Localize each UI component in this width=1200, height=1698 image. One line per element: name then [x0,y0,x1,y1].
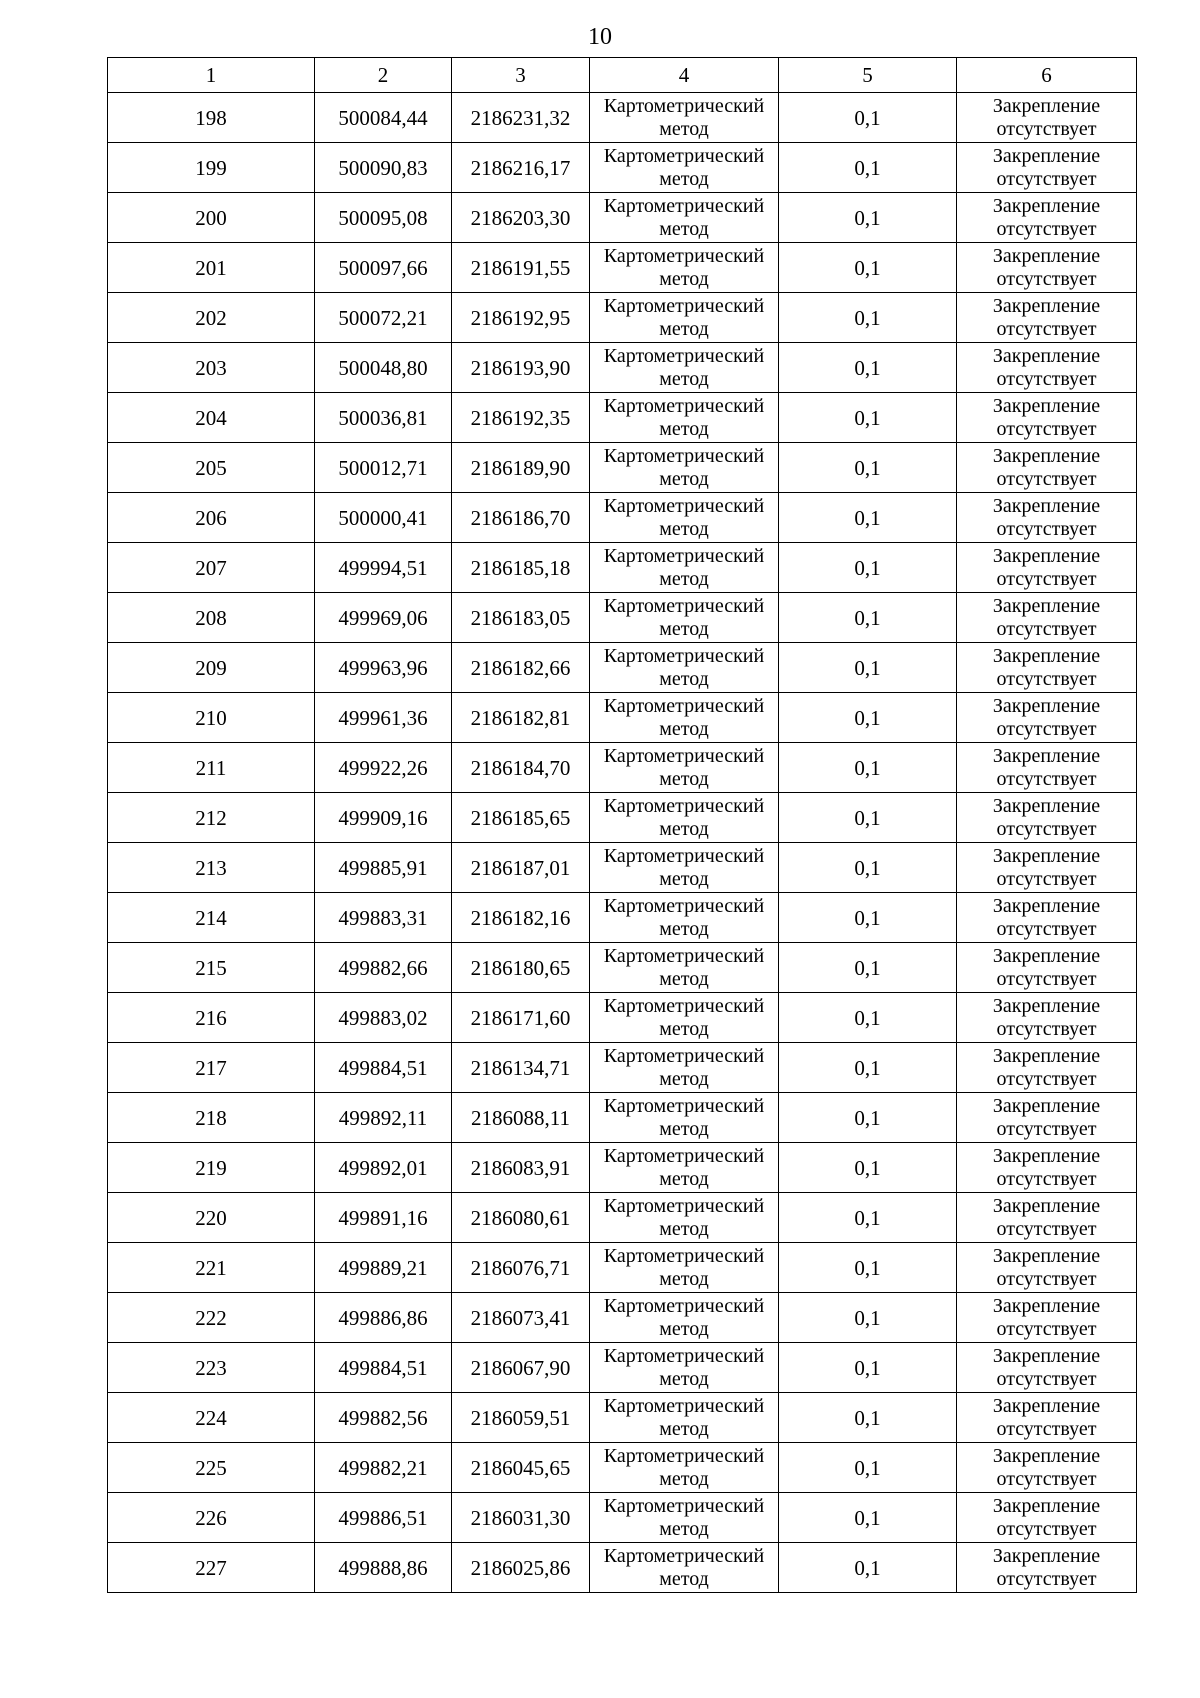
table-row [108,1293,1137,1343]
cell-coord-y: 2186183,05 [452,593,590,643]
cell-accuracy: 0,1 [779,243,957,293]
cell-coord-y: 2186216,17 [452,143,590,193]
cell-accuracy: 0,1 [779,1193,957,1243]
cell-coord-x: 500048,80 [315,343,452,393]
cell-marking: Закрепление отсутствует [957,1493,1137,1543]
cell-accuracy: 0,1 [779,1143,957,1193]
cell-marking: Закрепление отсутствует [957,1093,1137,1143]
table-row [108,743,1137,793]
cell-point-number: 201 [108,243,315,293]
cell-method: Картометрический метод [590,1143,779,1193]
cell-method: Картометрический метод [590,143,779,193]
cell-accuracy: 0,1 [779,743,957,793]
cell-coord-y: 2186031,30 [452,1493,590,1543]
column-header-1: 1 [108,58,315,93]
cell-point-number: 213 [108,843,315,893]
cell-coord-x: 499886,51 [315,1493,452,1543]
coordinates-table [107,57,1137,1593]
cell-method: Картометрический метод [590,893,779,943]
cell-coord-x: 499922,26 [315,743,452,793]
cell-marking: Закрепление отсутствует [957,93,1137,143]
table-row [108,1543,1137,1593]
cell-coord-x: 499882,66 [315,943,452,993]
cell-coord-y: 2186083,91 [452,1143,590,1193]
cell-point-number: 217 [108,1043,315,1093]
cell-point-number: 199 [108,143,315,193]
cell-accuracy: 0,1 [779,193,957,243]
cell-marking: Закрепление отсутствует [957,1393,1137,1443]
cell-accuracy: 0,1 [779,1493,957,1543]
cell-marking: Закрепление отсутствует [957,1193,1137,1243]
column-header-5: 5 [779,58,957,93]
cell-coord-x: 499892,11 [315,1093,452,1143]
cell-accuracy: 0,1 [779,893,957,943]
table-row [108,243,1137,293]
cell-coord-x: 499883,02 [315,993,452,1043]
cell-coord-y: 2186191,55 [452,243,590,293]
cell-coord-x: 499885,91 [315,843,452,893]
cell-coord-x: 499882,21 [315,1443,452,1493]
cell-method: Картометрический метод [590,493,779,543]
table-row [108,843,1137,893]
cell-accuracy: 0,1 [779,1443,957,1493]
cell-coord-x: 499969,06 [315,593,452,643]
column-header-3: 3 [452,58,590,93]
cell-point-number: 221 [108,1243,315,1293]
cell-point-number: 202 [108,293,315,343]
cell-point-number: 225 [108,1443,315,1493]
cell-marking: Закрепление отсутствует [957,593,1137,643]
column-header-4: 4 [590,58,779,93]
cell-coord-y: 2186045,65 [452,1443,590,1493]
table-row [108,1243,1137,1293]
cell-accuracy: 0,1 [779,1043,957,1093]
cell-coord-x: 500072,21 [315,293,452,343]
cell-accuracy: 0,1 [779,93,957,143]
table-row [108,893,1137,943]
cell-method: Картометрический метод [590,993,779,1043]
cell-coord-y: 2186182,81 [452,693,590,743]
cell-coord-y: 2186025,86 [452,1543,590,1593]
table-row [108,393,1137,443]
cell-marking: Закрепление отсутствует [957,843,1137,893]
cell-point-number: 208 [108,593,315,643]
column-header-6: 6 [957,58,1137,93]
cell-method: Картометрический метод [590,1343,779,1393]
table-row [108,593,1137,643]
cell-coord-y: 2186067,90 [452,1343,590,1393]
cell-method: Картометрический метод [590,243,779,293]
cell-coord-y: 2186076,71 [452,1243,590,1293]
table-row [108,143,1137,193]
cell-method: Картометрический метод [590,1243,779,1293]
cell-coord-y: 2186189,90 [452,443,590,493]
cell-coord-x: 499892,01 [315,1143,452,1193]
table-row [108,1393,1137,1443]
table-row [108,793,1137,843]
cell-method: Картометрический метод [590,643,779,693]
cell-marking: Закрепление отсутствует [957,793,1137,843]
cell-coord-y: 2186187,01 [452,843,590,893]
cell-coord-x: 500000,41 [315,493,452,543]
cell-method: Картометрический метод [590,93,779,143]
cell-marking: Закрепление отсутствует [957,1543,1137,1593]
cell-coord-x: 499994,51 [315,543,452,593]
cell-accuracy: 0,1 [779,1093,957,1143]
cell-coord-y: 2186073,41 [452,1293,590,1343]
table-row [108,643,1137,693]
cell-coord-x: 499884,51 [315,1343,452,1393]
cell-point-number: 218 [108,1093,315,1143]
cell-coord-x: 499888,86 [315,1543,452,1593]
cell-coord-y: 2186059,51 [452,1393,590,1443]
cell-marking: Закрепление отсутствует [957,1043,1137,1093]
cell-accuracy: 0,1 [779,1393,957,1443]
cell-coord-y: 2186080,61 [452,1193,590,1243]
cell-point-number: 224 [108,1393,315,1443]
cell-marking: Закрепление отсутствует [957,993,1137,1043]
cell-marking: Закрепление отсутствует [957,943,1137,993]
cell-method: Картометрический метод [590,393,779,443]
table-row [108,1443,1137,1493]
cell-point-number: 219 [108,1143,315,1193]
cell-point-number: 212 [108,793,315,843]
cell-point-number: 216 [108,993,315,1043]
table-body [108,93,1137,1593]
cell-coord-x: 499882,56 [315,1393,452,1443]
table-row [108,993,1137,1043]
cell-point-number: 204 [108,393,315,443]
cell-coord-x: 500095,08 [315,193,452,243]
cell-coord-y: 2186184,70 [452,743,590,793]
cell-method: Картометрический метод [590,293,779,343]
cell-point-number: 226 [108,1493,315,1543]
cell-method: Картометрический метод [590,443,779,493]
cell-coord-y: 2186203,30 [452,193,590,243]
cell-coord-x: 500084,44 [315,93,452,143]
cell-accuracy: 0,1 [779,593,957,643]
cell-point-number: 211 [108,743,315,793]
cell-point-number: 220 [108,1193,315,1243]
cell-point-number: 209 [108,643,315,693]
cell-method: Картометрический метод [590,1093,779,1143]
cell-coord-x: 499886,86 [315,1293,452,1343]
cell-coord-y: 2186185,65 [452,793,590,843]
cell-accuracy: 0,1 [779,993,957,1043]
cell-accuracy: 0,1 [779,343,957,393]
table-row [108,1043,1137,1093]
cell-method: Картометрический метод [590,1393,779,1443]
cell-coord-x: 500097,66 [315,243,452,293]
cell-method: Картометрический метод [590,1193,779,1243]
cell-marking: Закрепление отсутствует [957,143,1137,193]
cell-coord-x: 500036,81 [315,393,452,443]
cell-accuracy: 0,1 [779,1293,957,1343]
cell-marking: Закрепление отсутствует [957,693,1137,743]
cell-point-number: 222 [108,1293,315,1343]
cell-coord-y: 2186186,70 [452,493,590,543]
cell-marking: Закрепление отсутствует [957,493,1137,543]
cell-method: Картометрический метод [590,793,779,843]
cell-method: Картометрический метод [590,1443,779,1493]
cell-coord-y: 2186171,60 [452,993,590,1043]
page-number: 10 [588,24,612,50]
cell-accuracy: 0,1 [779,943,957,993]
cell-accuracy: 0,1 [779,1343,957,1393]
cell-accuracy: 0,1 [779,493,957,543]
cell-method: Картометрический метод [590,1293,779,1343]
cell-method: Картометрический метод [590,193,779,243]
cell-coord-y: 2186192,95 [452,293,590,343]
cell-coord-x: 499883,31 [315,893,452,943]
table-row [108,93,1137,143]
cell-point-number: 203 [108,343,315,393]
table-row [108,1493,1137,1543]
cell-coord-x: 499909,16 [315,793,452,843]
cell-accuracy: 0,1 [779,693,957,743]
table-row [108,493,1137,543]
cell-accuracy: 0,1 [779,143,957,193]
cell-marking: Закрепление отсутствует [957,1443,1137,1493]
cell-marking: Закрепление отсутствует [957,243,1137,293]
table-row [108,343,1137,393]
table-row [108,193,1137,243]
cell-method: Картометрический метод [590,343,779,393]
cell-accuracy: 0,1 [779,443,957,493]
cell-point-number: 206 [108,493,315,543]
cell-coord-x: 500090,83 [315,143,452,193]
cell-point-number: 205 [108,443,315,493]
cell-point-number: 215 [108,943,315,993]
cell-coord-y: 2186088,11 [452,1093,590,1143]
cell-accuracy: 0,1 [779,843,957,893]
cell-point-number: 200 [108,193,315,243]
cell-marking: Закрепление отсутствует [957,1243,1137,1293]
cell-accuracy: 0,1 [779,643,957,693]
cell-coord-x: 500012,71 [315,443,452,493]
cell-marking: Закрепление отсутствует [957,1293,1137,1343]
cell-coord-y: 2186182,66 [452,643,590,693]
table-row [108,1193,1137,1243]
cell-marking: Закрепление отсутствует [957,743,1137,793]
cell-coord-x: 499963,96 [315,643,452,693]
cell-coord-y: 2186193,90 [452,343,590,393]
cell-coord-x: 499891,16 [315,1193,452,1243]
column-header-2: 2 [315,58,452,93]
cell-coord-x: 499961,36 [315,693,452,743]
cell-accuracy: 0,1 [779,793,957,843]
cell-method: Картометрический метод [590,1493,779,1543]
cell-coord-y: 2186192,35 [452,393,590,443]
cell-method: Картометрический метод [590,1543,779,1593]
cell-point-number: 207 [108,543,315,593]
cell-marking: Закрепление отсутствует [957,293,1137,343]
cell-point-number: 198 [108,93,315,143]
table-row [108,1143,1137,1193]
cell-method: Картометрический метод [590,593,779,643]
cell-point-number: 223 [108,1343,315,1393]
table-row [108,543,1137,593]
table-row [108,443,1137,493]
cell-accuracy: 0,1 [779,1543,957,1593]
cell-method: Картометрический метод [590,1043,779,1093]
cell-method: Картометрический метод [590,743,779,793]
table-row [108,943,1137,993]
cell-marking: Закрепление отсутствует [957,893,1137,943]
cell-accuracy: 0,1 [779,393,957,443]
table-row [108,1343,1137,1393]
cell-marking: Закрепление отсутствует [957,1343,1137,1393]
cell-method: Картометрический метод [590,693,779,743]
cell-marking: Закрепление отсутствует [957,343,1137,393]
cell-coord-y: 2186134,71 [452,1043,590,1093]
cell-method: Картометрический метод [590,543,779,593]
table-row [108,693,1137,743]
cell-coord-y: 2186231,32 [452,93,590,143]
cell-coord-y: 2186182,16 [452,893,590,943]
cell-accuracy: 0,1 [779,1243,957,1293]
cell-marking: Закрепление отсутствует [957,393,1137,443]
cell-coord-y: 2186180,65 [452,943,590,993]
table-row [108,1093,1137,1143]
cell-marking: Закрепление отсутствует [957,543,1137,593]
cell-method: Картометрический метод [590,843,779,893]
cell-coord-x: 499889,21 [315,1243,452,1293]
cell-marking: Закрепление отсутствует [957,643,1137,693]
cell-accuracy: 0,1 [779,293,957,343]
table-row [108,293,1137,343]
cell-coord-x: 499884,51 [315,1043,452,1093]
cell-marking: Закрепление отсутствует [957,443,1137,493]
table-header-row [108,58,1137,93]
cell-point-number: 227 [108,1543,315,1593]
cell-point-number: 214 [108,893,315,943]
cell-marking: Закрепление отсутствует [957,193,1137,243]
cell-accuracy: 0,1 [779,543,957,593]
cell-marking: Закрепление отсутствует [957,1143,1137,1193]
cell-coord-y: 2186185,18 [452,543,590,593]
cell-point-number: 210 [108,693,315,743]
cell-method: Картометрический метод [590,943,779,993]
